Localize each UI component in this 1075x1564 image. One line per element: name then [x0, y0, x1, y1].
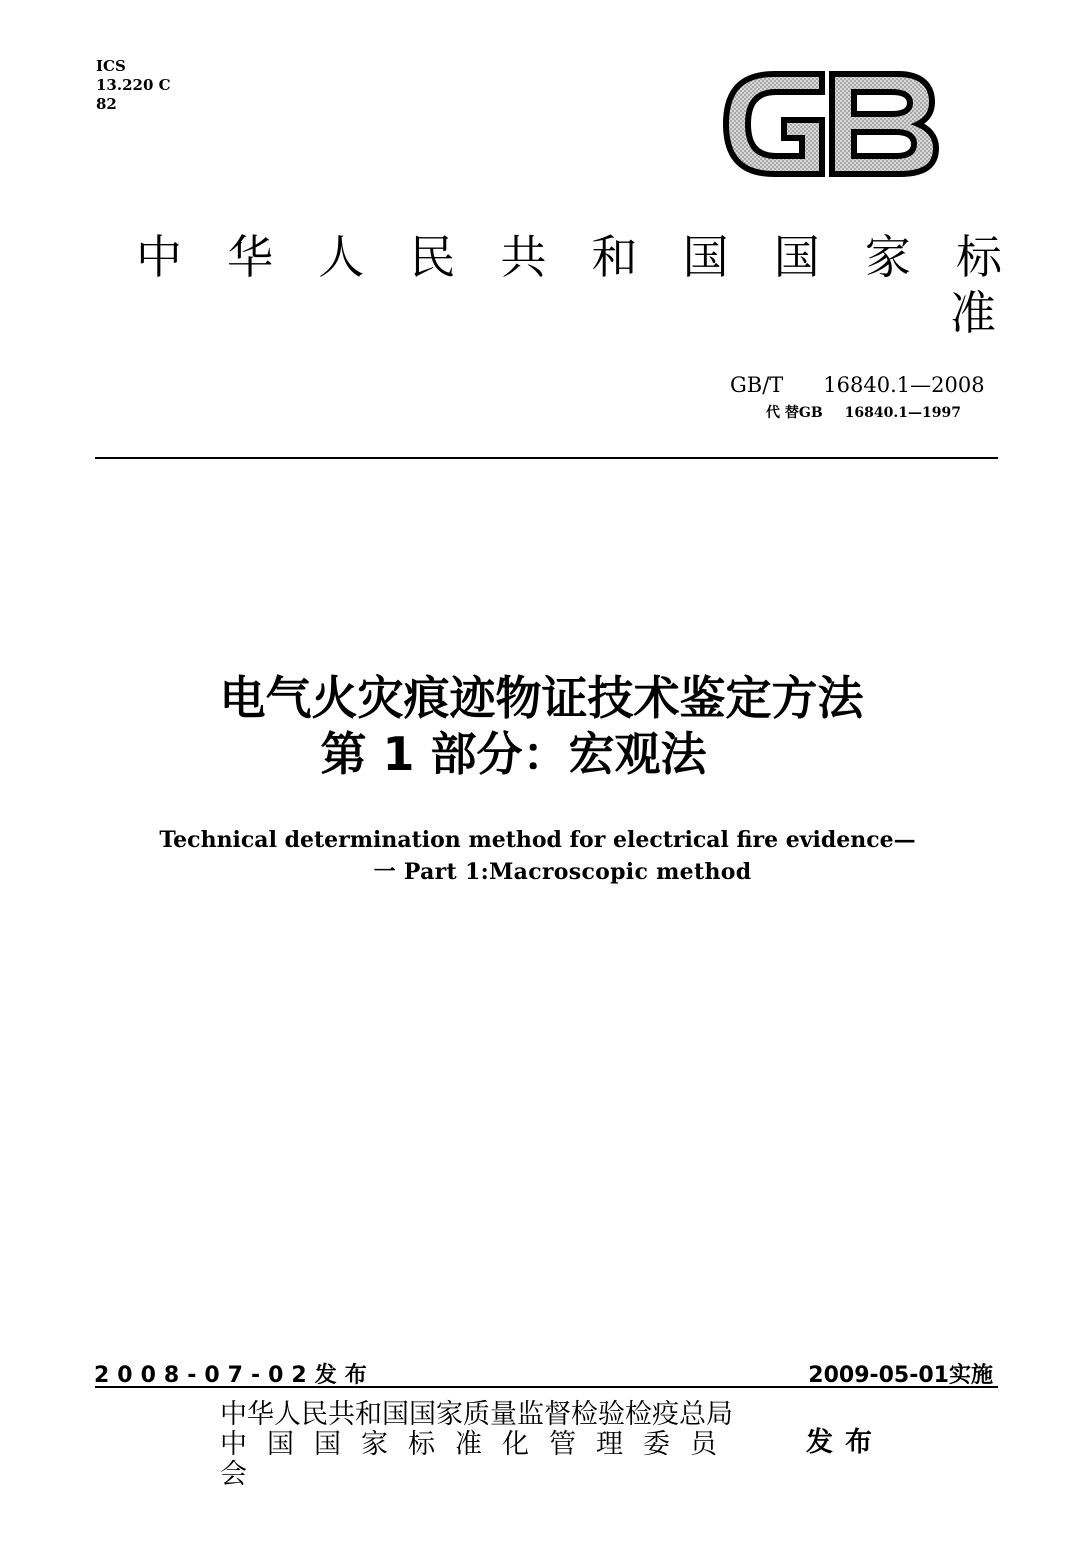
effective-date: 2009-05-01实施	[808, 1363, 993, 1388]
heading-char: 民	[409, 230, 456, 284]
publish-label: 发布	[806, 1427, 884, 1458]
heading-char: 中	[136, 230, 182, 284]
ics-line: ICS	[96, 57, 126, 75]
publishers	[220, 1400, 737, 1490]
heading-char: 共	[500, 230, 547, 284]
heading-char: 标	[955, 230, 1002, 284]
heading-char: 华	[227, 230, 274, 284]
ics-line: 13.220 C	[96, 76, 171, 94]
chinese-title	[0, 670, 1075, 782]
chinese-title-line1: 电气火灾痕迹物证技术鉴定方法	[219, 671, 864, 725]
publisher-line: 会	[220, 1459, 247, 1490]
ics-line: 82	[96, 95, 117, 113]
replaces-label: 代 替GB	[766, 405, 823, 421]
ics-classification	[96, 57, 171, 114]
divider-top	[95, 457, 998, 459]
standard-number-value: 16840.1—2008	[823, 373, 985, 397]
english-title-line2: 一 Part 1:Macroscopic method	[373, 859, 752, 885]
english-title-line1: Technical determination method for electrical fire evidence—	[159, 827, 916, 853]
heading-char: 人	[318, 230, 365, 284]
replaces-number: 16840.1—1997	[844, 405, 961, 421]
issue-date: 2008-07-02发布	[94, 1363, 375, 1388]
replaces-standard	[766, 402, 961, 422]
heading-char: 国	[682, 230, 729, 284]
standard-number	[730, 373, 985, 397]
standard-code: GB/T	[730, 373, 784, 397]
divider-bottom	[95, 1386, 998, 1388]
chinese-title-line2: 第 1 部分：宏观法	[320, 727, 707, 781]
publisher-line: 中国国家标准化管理委员	[220, 1429, 737, 1460]
heading-char: 国	[773, 230, 820, 284]
heading-char: 家	[864, 230, 911, 284]
english-title	[0, 824, 1075, 888]
gb-logo	[722, 68, 940, 180]
heading-char: 和	[591, 230, 638, 284]
national-standard-heading	[136, 230, 1002, 342]
publisher-line: 中华人民共和国国家质量监督检验检疫总局	[220, 1399, 733, 1430]
heading-char: 准	[950, 286, 996, 340]
